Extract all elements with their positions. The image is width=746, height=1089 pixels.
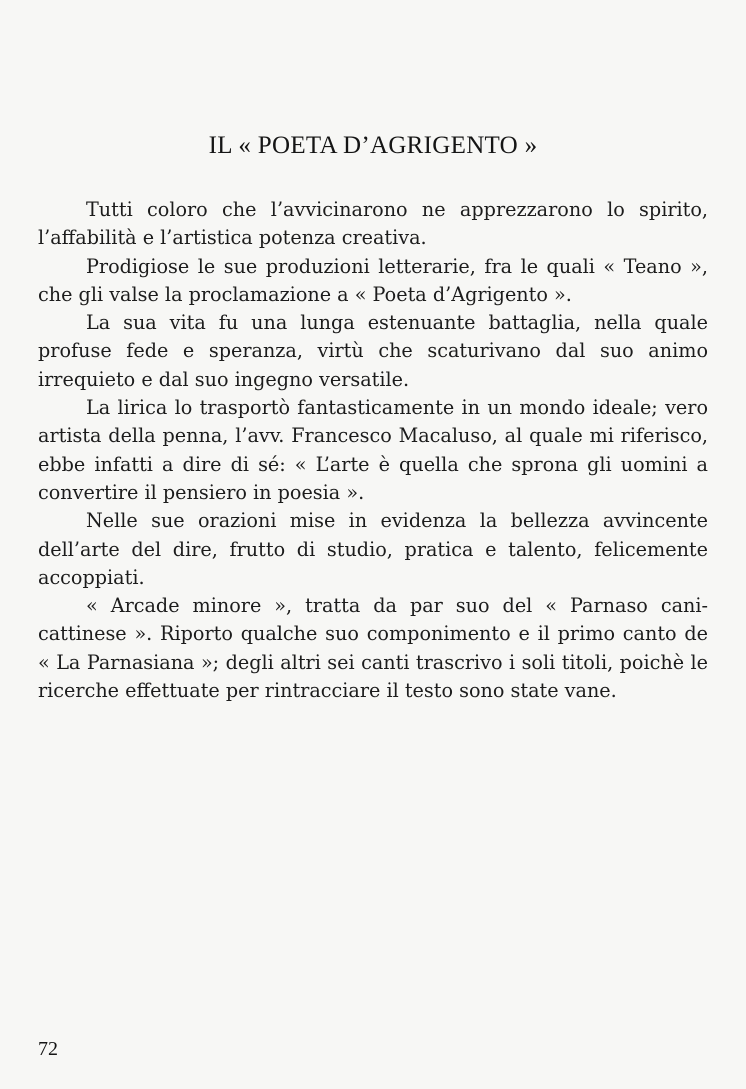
paragraph: Nelle sue orazioni mise in evidenza la bellezza avvincente dell’arte del dire, frutto di studio, pratica e talento, felicemente accoppiati. xyxy=(38,509,708,589)
paragraph: « Arcade minore », tratta da par suo del « Parnaso canicattinese ». Riporto qualche suo componimento e il primo canto de « La Parnasiana »; degli altri sei canti trascrivo i soli titoli, poichè le ricerche effettuate per rintracciare il testo sono state vane. xyxy=(38,594,708,703)
page-number: 72 xyxy=(38,1038,58,1060)
chapter-title: IL « POETA D’AGRIGENTO » xyxy=(208,132,538,159)
body-text xyxy=(38,196,708,705)
paragraph: Tutti coloro che l’avvicinarono ne apprezzarono lo spirito, l’affabilità e l’artistica potenza creativa. xyxy=(38,198,708,250)
paragraph: La lirica lo trasportò fantasticamente in un mondo ideale; vero artista della penna, l’avv. Francesco Macaluso, al quale mi riferisco, ebbe infatti a dire di sé: « L’arte è quella che sprona gli uomini a convertire il pensiero in poesia ». xyxy=(38,396,708,504)
paragraph: La sua vita fu una lunga estenuante battaglia, nella quale profuse fede e speranza, virtù che scaturivano dal suo animo irrequieto e dal suo ingegno versatile. xyxy=(38,311,708,391)
paragraph: Prodigiose le sue produzioni letterarie, fra le quali « Teano », che gli valse la proclamazione a « Poeta d’Agrigento ». xyxy=(38,254,708,306)
